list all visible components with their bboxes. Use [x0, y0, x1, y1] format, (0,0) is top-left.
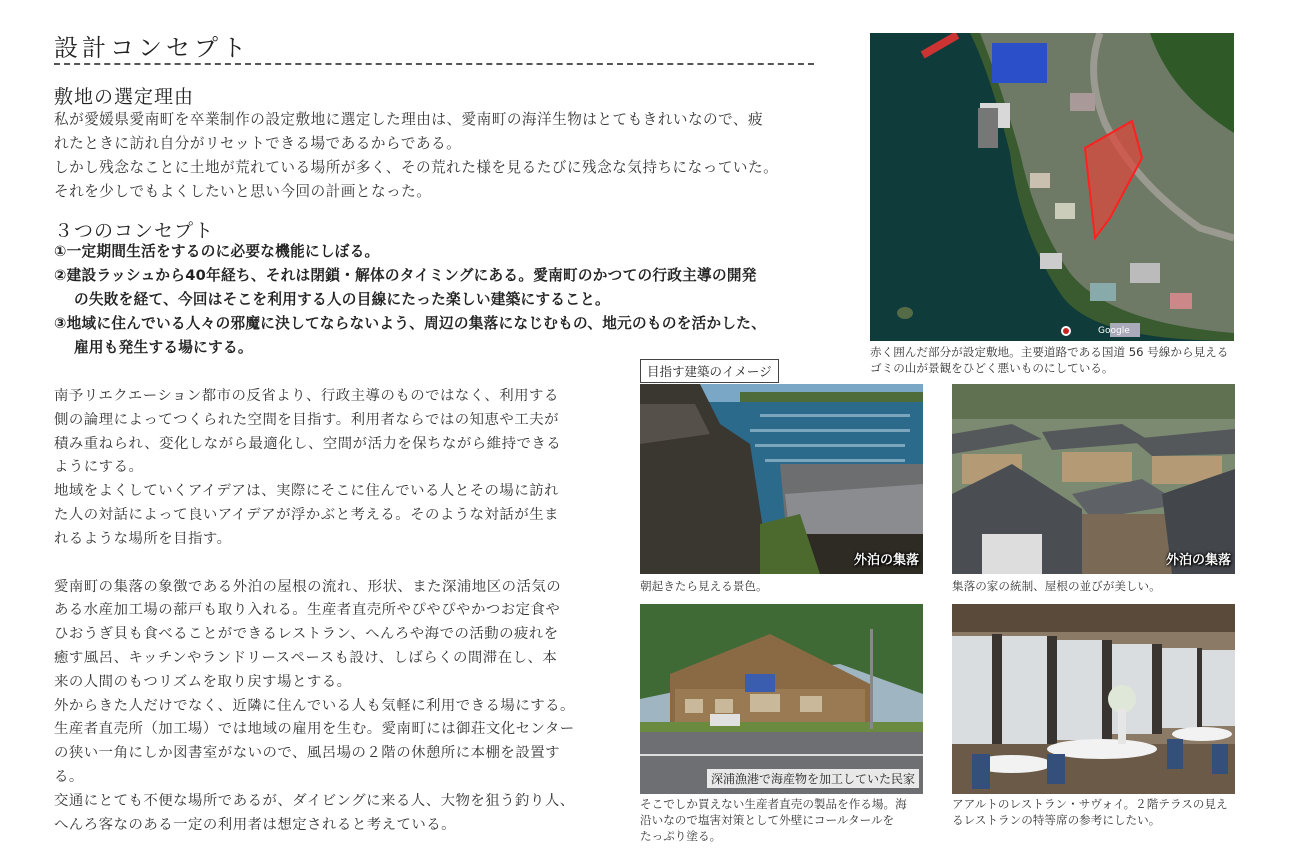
body-line: 外からきた人だけでなく、近隣に住んでいる人も気軽に利用できる場にする。	[54, 697, 575, 714]
concept-item: 雇用も発生する場にする。	[74, 339, 253, 356]
photo-tag: 外泊の集落	[853, 553, 919, 568]
site-paragraph-line: しかし残念なことに土地が荒れている場所が多く、その荒れた様を見るたびに残念な気持ちになっていた。	[54, 159, 779, 176]
image-section-label: 目指す建築のイメージ	[640, 359, 779, 383]
body-line: る。	[54, 768, 84, 785]
photo-savoy-restaurant	[952, 604, 1235, 794]
photo-caption-line: たっぷり塗る。	[640, 829, 722, 843]
body-line: た人の対話によって良いアイデアが浮かぶと考える。そのような対話が生ま	[54, 506, 559, 523]
photo-tag: 深浦漁港で海産物を加工していた民家	[707, 769, 919, 788]
photo-caption-line: 沿いなので塩害対策として外壁にコールタールを	[640, 813, 895, 827]
site-paragraph-line: 私が愛媛県愛南町を卒業制作の設定敷地に選定した理由は、愛南町の海洋生物はとてもきれいなので、疲	[54, 111, 764, 128]
site-section-text	[54, 108, 844, 204]
concept-list	[54, 240, 844, 360]
body-line: 来の人間のもつリズムを取り戻す場とする。	[54, 673, 352, 690]
site-paragraph-line: れたときに訪れ自分がリセットできる場であるからである。	[54, 135, 462, 152]
body-line: ようにする。	[54, 459, 144, 476]
map-caption-line: ゴミの山が景観をひどく悪いものにしている。	[870, 361, 1114, 375]
body-line: 交通にとても不便な場所であるが、ダイビングに来る人、大物を狙う釣り人、	[54, 792, 575, 809]
body-line: 地域をよくしていくアイデアは、実際にそこに住んでいる人とその場に訪れ	[54, 483, 559, 500]
aerial-map	[870, 33, 1234, 341]
site-section-heading: 敷地の選定理由	[54, 86, 195, 108]
photo-sotodomari-view	[640, 384, 923, 574]
concept-item: ②建設ラッシュから40年経ち、それは閉鎖・解体のタイミングにある。愛南町のかつての行政主導の開発	[54, 267, 757, 284]
body-line: 愛南町の集落の象徴である外泊の屋根の流れ、形状、また深浦地区の活気の	[54, 578, 562, 595]
photo-caption	[952, 796, 1252, 828]
photo-caption	[640, 796, 930, 844]
photo-caption-line: そこでしか買えない生産者直売の製品を作る場。海	[640, 797, 907, 811]
body-line: 側の論理によってつくられた空間を目指す。利用者ならではの知恵や工夫が	[54, 411, 559, 428]
body-line: へんろ客なのある一定の利用者は想定されると考えている。	[54, 816, 457, 833]
map-caption	[870, 344, 1250, 376]
photo-sotodomari-roofs	[952, 384, 1235, 574]
map-credit: Google	[1098, 326, 1130, 336]
body-line: 生産者直売所（加工場）では地域の雇用を生む。愛南町には御荘文化センター	[54, 721, 575, 738]
body-spacer	[54, 552, 624, 576]
photo-caption-line: アアルトのレストラン・サヴォイ。２階テラスの見え	[952, 797, 1228, 811]
body-line: ひおうぎ貝も食べることができるレストラン、へんろや海での活動の疲れを	[54, 626, 559, 643]
body-line: の狭い一角にしか図書室がないので、風呂場の２階の休憩所に本棚を設置す	[54, 745, 560, 762]
body-line: れるような場所を目指す。	[54, 530, 232, 547]
map-caption-line: 赤く囲んだ部分が設定敷地。主要道路である国道 56 号線から見える	[870, 345, 1229, 359]
body-line: 癒す風呂、キッチンやランドリースペースも設け、しばらくの間滞在し、本	[54, 649, 558, 666]
body-line: 南予リエクエーション都市の反省より、行政主導のものではなく、利用する	[54, 388, 559, 404]
title-divider	[54, 63, 814, 65]
photo-fukaura-house	[640, 604, 923, 794]
concept-section-heading: ３つのコンセプト	[54, 220, 215, 242]
concept-item: ③地域に住んでいる人々の邪魔に決してならないよう、周辺の集落になじむもの、地元のものを活かした、	[54, 315, 767, 332]
page-title: 設計コンセプト	[54, 34, 250, 62]
body-line: ある水産加工場の蔀戸も取り入れる。生産者直売所やぴやぴやかつお定食や	[54, 602, 561, 619]
photo-caption: 集落の家の統制、屋根の並びが美しい。	[952, 579, 1161, 593]
photo-tag: 外泊の集落	[1165, 553, 1231, 568]
photo-caption-line: るレストランの特等席の参考にしたい。	[952, 813, 1161, 827]
concept-item: ①一定期間生活をするのに必要な機能にしぼる。	[54, 243, 380, 260]
concept-item: の失敗を経て、今回はそこを利用する人の目線にたった楽しい建築にすること。	[74, 291, 610, 308]
body-text	[54, 385, 624, 837]
body-line: 積み重ねられ、変化しながら最適化し、空間が活力を保ちながら維持できる	[54, 435, 562, 452]
photo-caption: 朝起きたら見える景色。	[640, 579, 768, 593]
site-paragraph-line: それを少しでもよくしたいと思い今回の計画となった。	[54, 183, 432, 200]
